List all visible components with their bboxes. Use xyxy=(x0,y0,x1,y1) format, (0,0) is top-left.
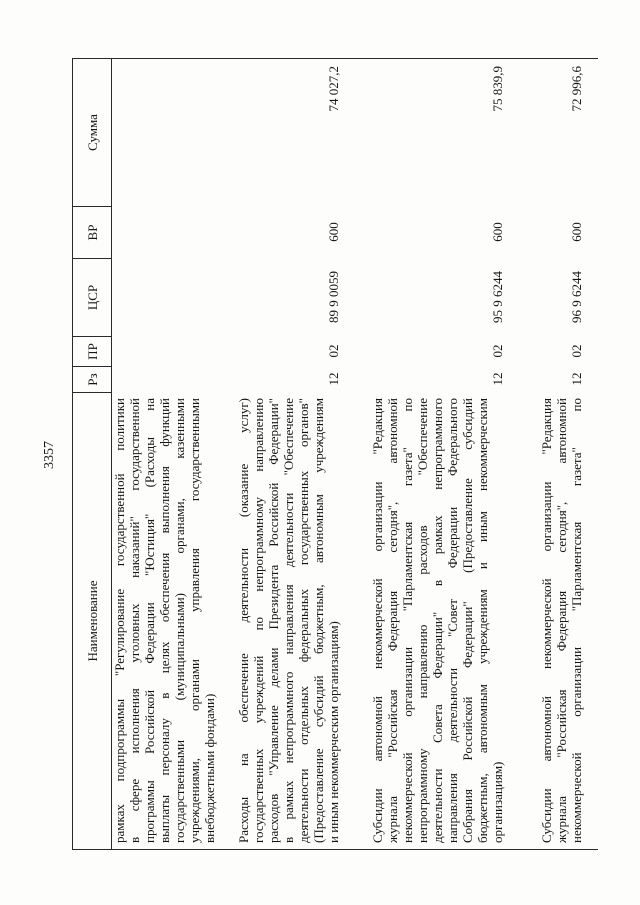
cell-name xyxy=(370,392,505,849)
cell-name xyxy=(112,392,217,849)
table-row xyxy=(539,59,584,849)
cell-sum: 72 996,6 xyxy=(569,66,584,112)
name-line: журнала "Российская Федерация сегодня", автономной xyxy=(385,398,400,843)
cell-name xyxy=(539,392,584,849)
name-line: некоммерческой организации "Парламентская газета" по xyxy=(400,398,415,843)
cell-csr: 95 9 6244 xyxy=(490,271,505,323)
name-line: деятельности Совета Федерации" в рамках непрограммного xyxy=(430,398,445,843)
cell-csr: 89 9 0059 xyxy=(326,271,341,323)
table-header xyxy=(73,59,112,849)
cell-pr: 02 xyxy=(569,344,584,358)
name-line: рамках подпрограммы "Регулирование государственной политики xyxy=(112,398,127,843)
name-line: организациям) xyxy=(490,761,505,843)
table-row xyxy=(112,59,217,849)
cell-csr: 96 9 6244 xyxy=(569,271,584,323)
name-line: внебюджетными фондами) xyxy=(202,693,217,843)
budget-table xyxy=(72,58,598,850)
header-name: Наименование xyxy=(73,392,111,849)
cell-pr: 02 xyxy=(490,344,505,358)
name-line: и иным некоммерческим организациям) xyxy=(326,621,341,843)
cell-vr: 600 xyxy=(326,222,341,242)
name-line: государственных учреждений по непрограммному направлению xyxy=(251,398,266,843)
cell-name xyxy=(236,392,341,849)
page-number: 3357 xyxy=(42,441,57,469)
name-line: непрограммному направлению расходов "Обеспечение xyxy=(415,398,430,843)
name-line: Субсидии автономной некоммерческой организации "Редакция xyxy=(539,398,554,843)
cell-sum: 75 839,9 xyxy=(490,66,505,112)
name-line: бюджетным, автономным учреждениям и иным некоммерческим xyxy=(475,398,490,843)
name-line: Субсидии автономной некоммерческой организации "Редакция xyxy=(370,398,385,843)
header-csr: ЦСР xyxy=(73,258,111,336)
name-line: некоммерческой организации "Парламентская газета" по xyxy=(569,398,584,843)
name-line: Собрания Российской Федерации" (Предоставление субсидий xyxy=(460,398,475,843)
name-line: Расходы на обеспечение деятельности (оказание услуг) xyxy=(236,398,251,843)
header-vr: ВР xyxy=(73,206,111,258)
cell-sum: 74 027,2 xyxy=(326,66,341,112)
cell-vr: 600 xyxy=(490,222,505,242)
cell-rz: 12 xyxy=(490,372,505,386)
header-sum: Сумма xyxy=(84,114,100,151)
name-line: в сфере исполнения уголовных наказаний" государственной xyxy=(127,398,142,843)
name-line: учреждениями, органами управления государственными xyxy=(187,398,202,843)
header-rz: Рз xyxy=(73,366,111,392)
name-line: деятельности отдельных федеральных государственных органов" xyxy=(296,398,311,843)
name-line: государственными (муниципальными) органами, казенными xyxy=(172,398,187,843)
name-line: направления деятельности "Совет Федерации Федерального xyxy=(445,398,460,843)
table-row xyxy=(370,59,505,849)
name-line: расходов "Управление делами Президента Российской Федерации" xyxy=(266,398,281,843)
name-line: (Предоставление субсидий бюджетным, автономным учреждениям xyxy=(311,398,326,843)
name-line: в рамках непрограммного направления деятельности "Обеспечение xyxy=(281,398,296,843)
name-line: выплаты персоналу в целях обеспечения выполнения функций xyxy=(157,398,172,843)
cell-vr: 600 xyxy=(569,222,584,242)
name-line: журнала "Российская Федерация сегодня", автономной xyxy=(554,398,569,843)
cell-pr: 02 xyxy=(326,344,341,358)
cell-rz: 12 xyxy=(569,372,584,386)
name-line: программы Российской Федерации "Юстиция" (Расходы на xyxy=(142,398,157,843)
table-row xyxy=(236,59,341,849)
header-pr: ПР xyxy=(73,336,111,366)
cell-rz: 12 xyxy=(326,372,341,386)
